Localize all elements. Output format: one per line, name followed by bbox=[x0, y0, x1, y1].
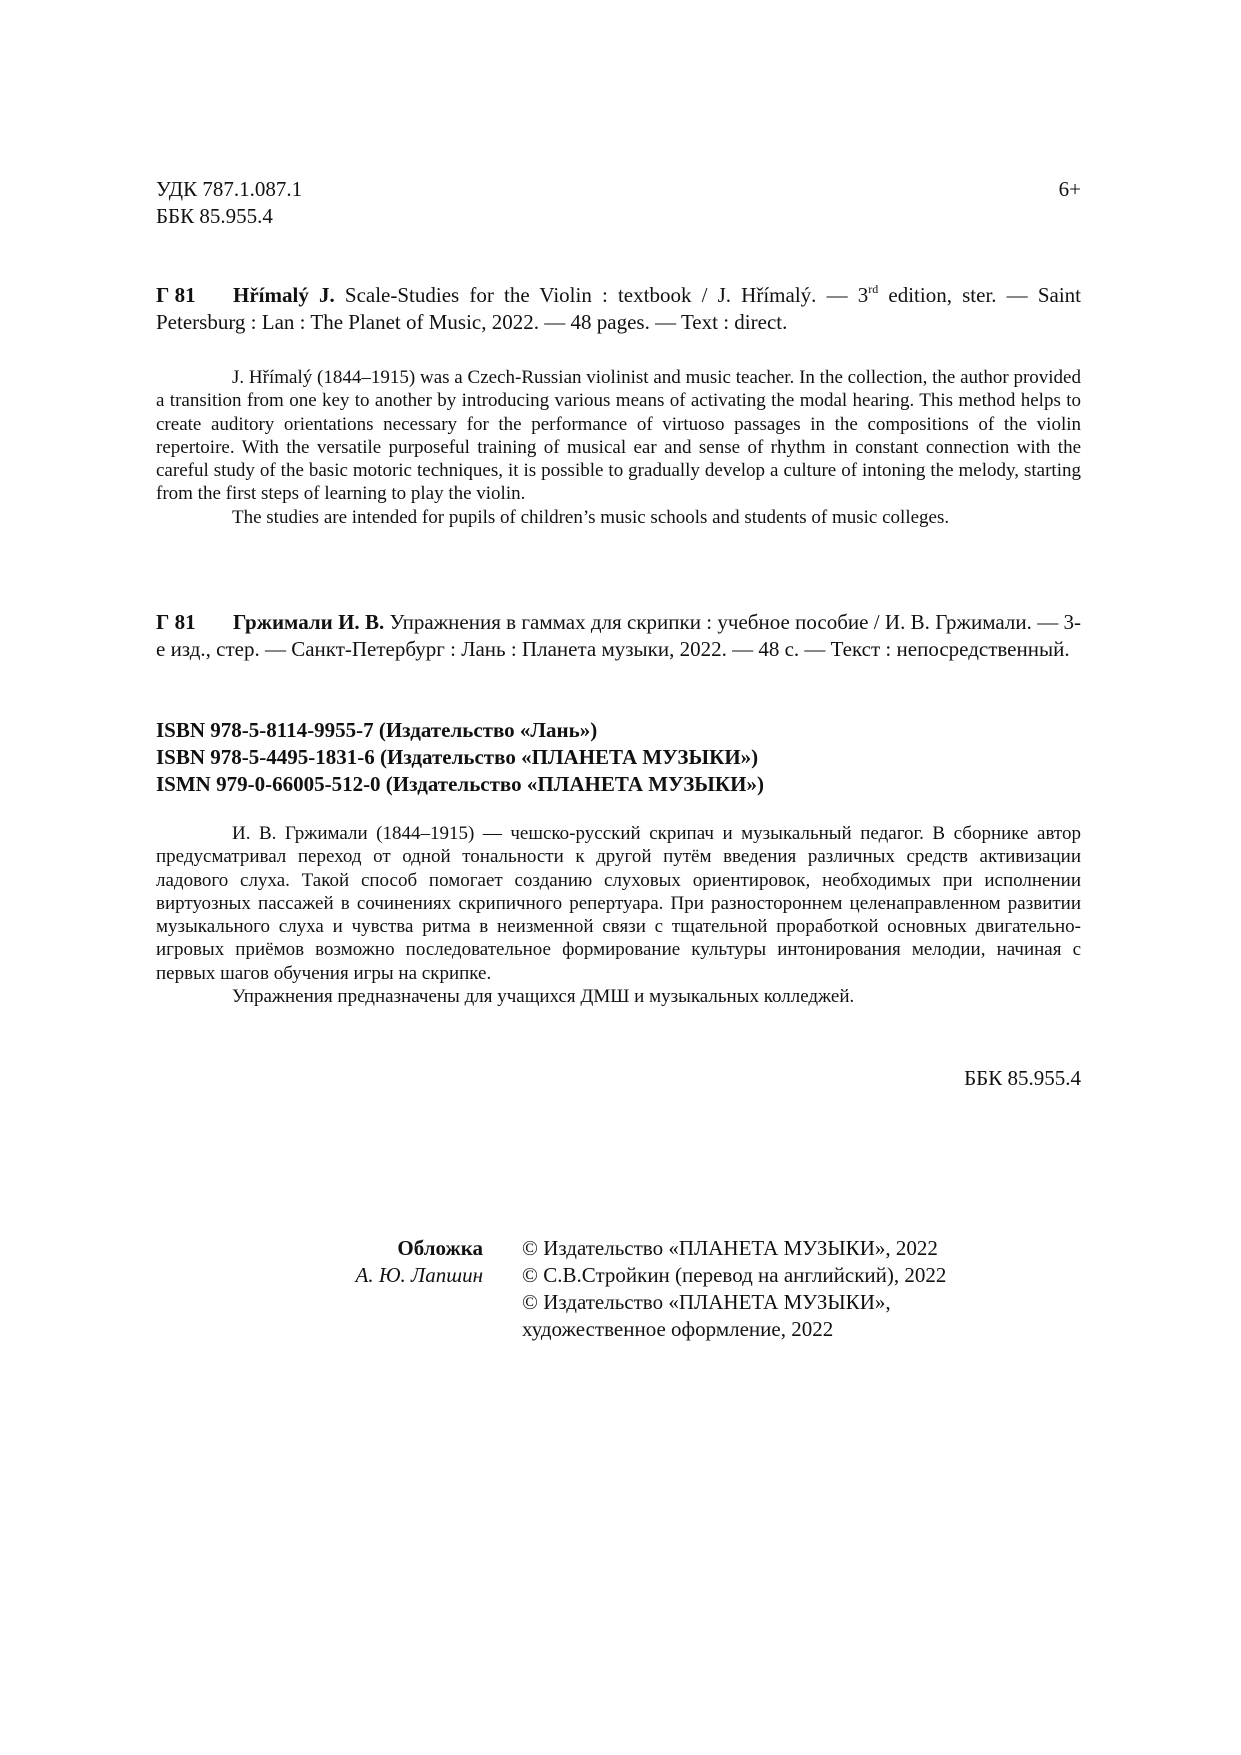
isbn-line: ISBN 978-5-8114-9955-7 (Издательство «Лань») bbox=[156, 718, 598, 742]
entry-text: edition, ster. — Saint Petersburg : Lan : The Planet of Music, 2022. — 48 pages. — Text : direct. bbox=[156, 283, 1082, 334]
bibliographic-entry-ru bbox=[156, 609, 1081, 663]
copyright-line: © Издательство «ПЛАНЕТА МУЗЫКИ», bbox=[522, 1290, 891, 1314]
cover-label: Обложка bbox=[397, 1236, 483, 1260]
age-rating: 6+ bbox=[1058, 177, 1081, 201]
cover-credit bbox=[300, 1235, 483, 1289]
bbk-code: ББК 85.955.4 bbox=[156, 204, 273, 228]
bbk-code-bottom: ББК 85.955.4 bbox=[964, 1066, 1081, 1090]
copyright-line: художественное оформление, 2022 bbox=[522, 1317, 834, 1341]
abstract-paragraph: И. В. Гржимали (1844–1915) — чешско-русский скрипач и музыкальный педагог. В сборнике автор предусматривал переход от одной тональности к другой путём введения различных средств активизации ладового слуха. Такой способ помогает созданию слуховых ориентировок, необходимых при исполнении виртуозных пассажей в сочинениях скрипичного репертуара. При разностороннем целенаправленном развитии музыкального слуха и чувства ритма в неизменной связи с тщательной проработкой основных двигательно-игровых приёмов возможно последовательное формирование культуры интонирования мелодии, начиная с первых шагов обучения игры на скрипке. bbox=[156, 823, 1081, 984]
isbn-line: ISBN 978-5-4495-1831-6 (Издательство «ПЛАНЕТА МУЗЫКИ») bbox=[156, 745, 759, 769]
abstract-paragraph: Упражнения предназначены для учащихся ДМШ и музыкальных колледжей. bbox=[232, 986, 855, 1008]
ismn-line: ISMN 979-0-66005-512-0 (Издательство «ПЛАНЕТА МУЗЫКИ») bbox=[156, 772, 764, 796]
entry-text: Упражнения в гаммах для скрипки : учебное пособие / И. В. Гржимали. — 3-е изд., стер. — Санкт-Петербург : Лань : Планета музыки, 2022. — 48 с. — Текст : непосредственный. bbox=[156, 610, 1081, 661]
abstract-paragraph: J. Hřímalý (1844–1915) was a Czech-Russian violinist and music teacher. In the collection, the author provided a transition from one key to another by introducing various means of activating the modal hearing. This method helps to create auditory orientations necessary for the performance of virtuoso passages in the compositions of the violin repertoire. With the versatile purposeful training of musical ear and sense of rhythm in constant connection with the careful study of the basic motoric techniques, it is possible to gradually develop a culture of intoning the melody, starting from the first steps of learning to play the violin. bbox=[156, 367, 1081, 505]
entry-text: Scale-Studies for the Violin : textbook / J. Hřímalý. — 3 bbox=[334, 283, 869, 307]
bibliographic-entry-en bbox=[156, 282, 1081, 336]
author-name: Гржимали И. В. bbox=[233, 610, 385, 634]
copyright-block bbox=[522, 1235, 946, 1343]
author-name: Hřímalý J. bbox=[233, 283, 335, 307]
abstract-ru bbox=[156, 822, 1081, 1008]
copyright-line: © С.В.Стройкин (перевод на английский), 2022 bbox=[522, 1263, 947, 1287]
cover-artist: А. Ю. Лапшин bbox=[355, 1263, 483, 1287]
abstract-en bbox=[156, 366, 1081, 529]
udk-code: УДК 787.1.087.1 bbox=[156, 177, 303, 201]
abstract-paragraph: The studies are intended for pupils of children’s music schools and students of music colleges. bbox=[232, 506, 950, 528]
classification-block bbox=[156, 176, 302, 230]
isbn-block bbox=[156, 717, 764, 798]
edition-superscript: rd bbox=[868, 282, 879, 296]
classifier-code: Г 81 bbox=[156, 610, 196, 634]
classifier-code: Г 81 bbox=[156, 283, 196, 307]
copyright-line: © Издательство «ПЛАНЕТА МУЗЫКИ», 2022 bbox=[522, 1236, 938, 1260]
